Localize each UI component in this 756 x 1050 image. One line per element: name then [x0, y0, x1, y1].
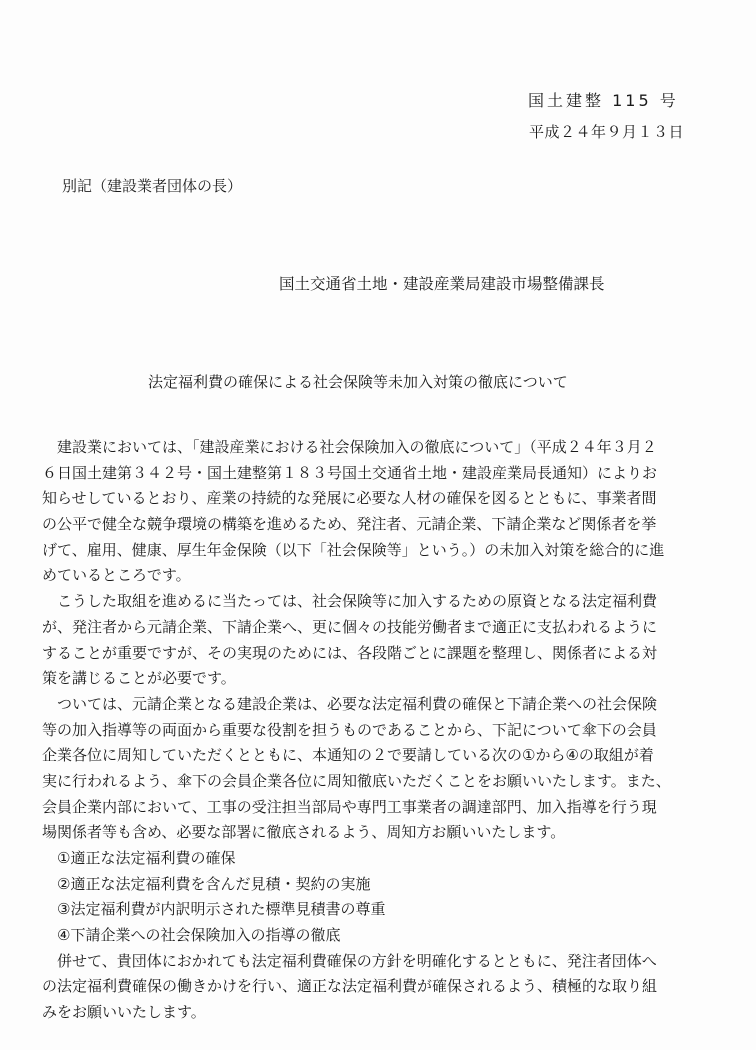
document-subject: 法定福利費の確保による社会保険等未加入対策の徹底について	[148, 373, 568, 391]
body-line: こうした取組を進めるに当たっては、社会保険等に加入するための原資となる法定福利費	[42, 592, 658, 611]
body-line: 場関係者等も含め、必要な部署に徹底されるよう、周知方お願いいたします。	[42, 823, 566, 842]
body-line: の法定福利費確保の働きかけを行い、適正な法定福利費が確保されるよう、積極的な取り組	[42, 977, 658, 996]
list-item: ①適正な法定福利費の確保	[42, 849, 236, 867]
body-line: 知らせしているとおり、産業の持続的な発展に必要な人材の確保を図るとともに、事業者間	[42, 489, 657, 508]
recipient: 別記（建設業者団体の長）	[62, 177, 243, 195]
body-line: することが重要ですが、その実現のためには、各段階ごとに課題を整理し、関係者による対	[42, 643, 658, 662]
document-number: 国土建整 115 号	[528, 91, 679, 110]
body-line: げて、雇用、健康、厚生年金保険（以下「社会保険等」という。）の未加入対策を総合的に進	[42, 540, 665, 559]
list-item: ④下請企業への社会保険加入の指導の徹底	[42, 926, 341, 945]
list-item: ③法定福利費が内訳明示された標準見積書の尊重	[42, 900, 386, 919]
body-line: 併せて、貴団体におかれても法定福利費確保の方針を明確化するとともに、発注者団体へ	[42, 951, 657, 970]
body-line: ついては、元請企業となる建設企業は、必要な法定福利費の確保と下請企業への社会保険	[42, 694, 658, 713]
body-line: みをお願いいたします。	[42, 1003, 206, 1022]
body-line: めているところです。	[42, 566, 191, 585]
sender: 国土交通省土地・建設産業局建設市場整備課長	[279, 275, 605, 293]
body-line: が、発注者から元請企業、下請企業へ、更に個々の技能労働者まで適正に支払われるように	[42, 617, 658, 636]
body-line: ６日国土建第３４２号・国土建整第１８３号国土交通省土地・建設産業局長通知）によりお	[42, 463, 658, 482]
list-item: ②適正な法定福利費を含んだ見積・契約の実施	[42, 874, 371, 893]
document-date: 平成２４年９月１３日	[529, 123, 685, 141]
body-line: 策を講じることが必要です。	[42, 669, 236, 688]
body-line: 等の加入指導等の両面から重要な役割を担うものであることから、下記について傘下の会員	[42, 720, 657, 739]
body-line: 建設業においては、「建設産業における社会保険加入の徹底について」（平成２４年３月２	[42, 438, 657, 456]
body-line: 実に行われるよう、傘下の会員企業各位に周知徹底いただくことをお願いいたします。また、	[42, 771, 671, 790]
body-line: 企業各位に周知していただくとともに、本通知の２で要請している次の①から④の取組が着	[42, 746, 654, 765]
body-text	[42, 435, 722, 1026]
body-line: の公平で健全な競争環境の構築を進めるため、発注者、元請企業、下請企業など関係者を挙	[42, 515, 657, 534]
body-line: 会員企業内部において、工事の受注担当部局や専門工事業者の調達部門、加入指導を行う現	[42, 797, 657, 816]
